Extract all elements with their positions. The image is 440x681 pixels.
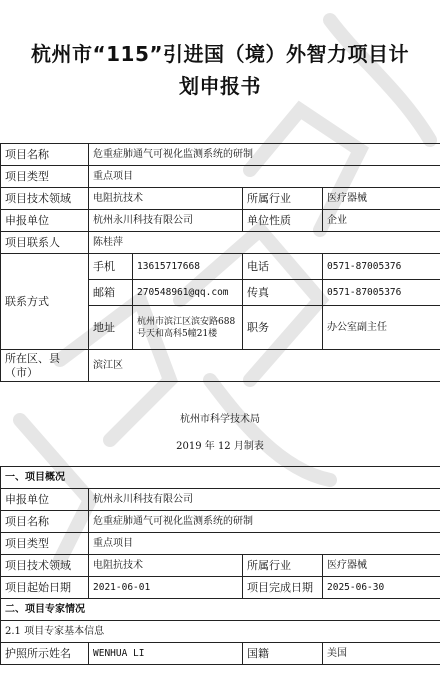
table-row [1,621,440,643]
tech-field-value: 电阻抗技术 [89,188,243,210]
unit-nature-value: 企业 [323,210,440,232]
table-row [1,511,440,533]
document-title [0,38,440,102]
fax-value: 0571-87005376 [323,280,440,306]
industry-label: 所属行业 [243,188,323,210]
industry-value: 医疗器械 [323,188,440,210]
district-value: 滨江区 [89,350,440,382]
table-row [1,166,440,188]
s1-tech-field-label: 项目技术领域 [1,555,89,577]
nationality-value: 美国 [323,643,440,665]
applicant-label: 申报单位 [1,210,89,232]
s1-project-name-value: 危重症肺通气可视化监测系统的研制 [89,511,440,533]
project-type-label: 项目类型 [1,166,89,188]
start-date-value: 2021-06-01 [89,577,243,599]
contact-label: 项目联系人 [1,232,89,254]
mobile-label: 手机 [89,254,133,280]
issue-date-text: 2019 年 12 月制表 [176,441,264,452]
phone-label: 电话 [243,254,323,280]
table-row [1,210,440,232]
passport-name-value: WENHUA LI [89,643,243,665]
email-value: 270548961@qq.com [133,280,243,306]
table-row [1,643,440,665]
project-name-value: 危重症肺通气可视化监测系统的研制 [89,144,440,166]
end-date-label: 项目完成日期 [243,577,323,599]
s1-industry-label: 所属行业 [243,555,323,577]
table-row [1,232,440,254]
project-name-label: 项目名称 [1,144,89,166]
project-type-value: 重点项目 [89,166,440,188]
table-row [1,350,440,382]
table-row [1,577,440,599]
fax-label: 传真 [243,280,323,306]
phone-value: 0571-87005376 [323,254,440,280]
section2-heading: 二、项目专家情况 [1,599,440,621]
s1-project-name-label: 项目名称 [1,511,89,533]
section1-heading: 一、项目概况 [1,467,440,489]
table-row [1,533,440,555]
title-line-1: 杭州市“115”引进国（境）外智力项目计 [30,42,410,66]
table-row [1,555,440,577]
table-row [1,144,440,166]
project-overview-table [0,466,440,665]
s1-project-type-label: 项目类型 [1,533,89,555]
table-row [1,254,440,280]
s1-project-type-value: 重点项目 [89,533,440,555]
email-label: 邮箱 [89,280,133,306]
unit-nature-label: 单位性质 [243,210,323,232]
table-row [1,489,440,511]
passport-name-label: 护照所示姓名 [1,643,89,665]
position-label: 职务 [243,306,323,350]
issuer-text: 杭州市科学技术局 [180,414,260,425]
cover-info-table [0,143,440,382]
address-value: 杭州市滨江区滨安路688号天和高科5幢21楼 [133,306,243,350]
applicant-value: 杭州永川科技有限公司 [89,210,243,232]
contact-method-label: 联系方式 [1,254,89,350]
address-label: 地址 [89,306,133,350]
contact-value: 陈桂萍 [89,232,440,254]
s1-industry-value: 医疗器械 [323,555,440,577]
table-row [1,467,440,489]
end-date-value: 2025-06-30 [323,577,440,599]
s1-tech-field-value: 电阻抗技术 [89,555,243,577]
position-value: 办公室副主任 [323,306,440,350]
table-row [1,599,440,621]
section2-subheading: 2.1 项目专家基本信息 [1,621,440,643]
mobile-value: 13615717668 [133,254,243,280]
district-label: 所在区、县（市） [1,350,89,382]
table-row [1,188,440,210]
title-line-2: 划申报书 [179,74,261,98]
nationality-label: 国籍 [243,643,323,665]
tech-field-label: 项目技术领域 [1,188,89,210]
s1-applicant-value: 杭州永川科技有限公司 [89,489,440,511]
s1-applicant-label: 申报单位 [1,489,89,511]
start-date-label: 项目起始日期 [1,577,89,599]
